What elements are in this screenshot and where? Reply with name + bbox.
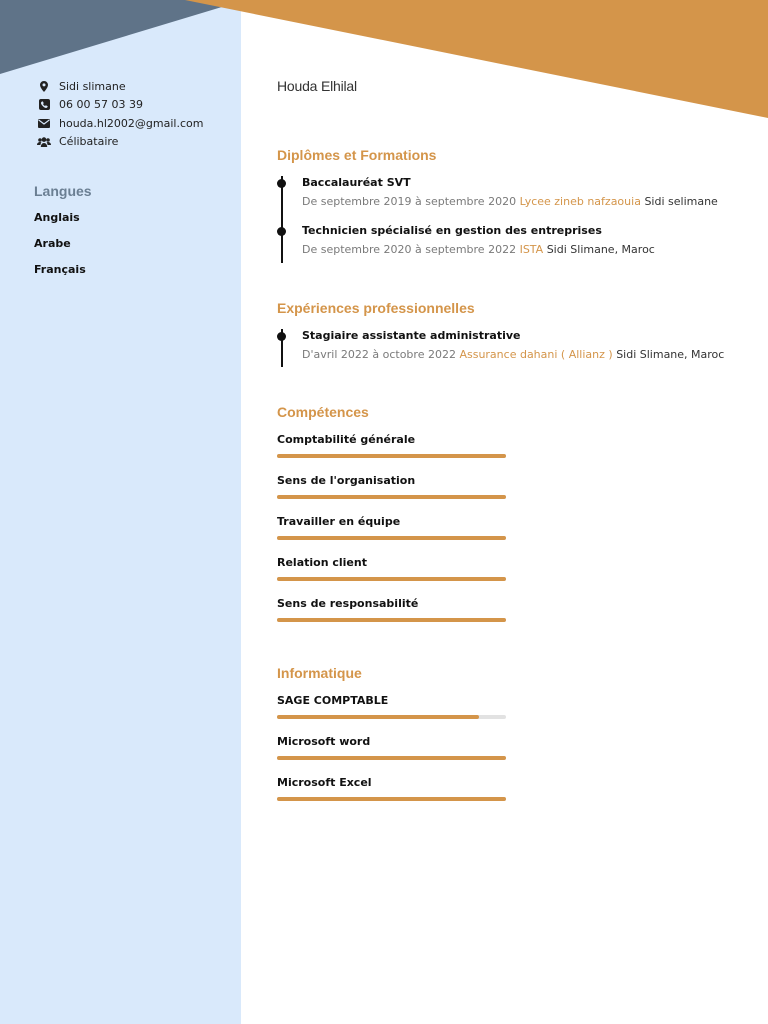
- computing-bar: [277, 756, 506, 760]
- phone-icon: [37, 99, 51, 111]
- education-org: Lycee zineb nafzaouia: [519, 195, 641, 208]
- experience-details: [302, 348, 724, 362]
- experience-item: [277, 329, 724, 377]
- computing-item: [277, 735, 506, 776]
- skill-bar: [277, 536, 506, 540]
- language-item: Anglais: [34, 211, 80, 224]
- language-item: Français: [34, 263, 86, 276]
- experience-title: Stagiaire assistante administrative: [302, 329, 521, 342]
- contact-status-text: Célibataire: [59, 135, 119, 149]
- computing-label: SAGE COMPTABLE: [277, 694, 389, 707]
- contact-email: [37, 114, 203, 133]
- education-title: Technicien spécialisé en gestion des entreprises: [302, 224, 602, 237]
- skill-item: [277, 556, 506, 597]
- skill-bar: [277, 577, 506, 581]
- language-item: Arabe: [34, 237, 71, 250]
- contact-location-text: Sidi slimane: [59, 79, 126, 93]
- computing-item: [277, 776, 506, 817]
- education-title: Baccalauréat SVT: [302, 176, 411, 189]
- education-item: [277, 224, 718, 272]
- envelope-icon: [37, 117, 51, 129]
- skill-bar-fill: [277, 454, 506, 458]
- slate-triangle: [0, 0, 245, 74]
- computing-bar: [277, 715, 506, 719]
- skill-label: Sens de l'organisation: [277, 474, 416, 487]
- contact-location: [37, 77, 203, 96]
- skill-label: Travailler en équipe: [277, 515, 401, 528]
- education-org: ISTA: [519, 243, 544, 256]
- users-icon: [37, 136, 51, 148]
- experience-location: Sidi Slimane, Maroc: [616, 348, 725, 361]
- contact-phone: [37, 96, 203, 115]
- languages-list: [34, 211, 86, 289]
- computing-label: Microsoft word: [277, 735, 371, 748]
- skills-heading: Compétences: [277, 404, 369, 420]
- education-location: Sidi Slimane, Maroc: [546, 243, 655, 256]
- skill-label: Relation client: [277, 556, 367, 569]
- education-heading: Diplômes et Formations: [277, 147, 437, 163]
- education-timeline: [277, 176, 718, 272]
- experience-date: D'avril 2022 à octobre 2022: [302, 348, 456, 361]
- experience-timeline: [277, 329, 724, 377]
- contact-status: [37, 133, 203, 152]
- timeline-dot: [277, 179, 286, 188]
- skill-item: [277, 433, 506, 474]
- sidebar: [0, 0, 241, 1024]
- computing-bar-fill: [277, 797, 506, 801]
- computing-bar-fill: [277, 715, 479, 719]
- skill-item: [277, 597, 506, 638]
- education-item: [277, 176, 718, 224]
- skill-bar-fill: [277, 618, 506, 622]
- map-pin-icon: [37, 80, 51, 92]
- timeline-dot: [277, 227, 286, 236]
- education-date: De septembre 2019 à septembre 2020: [302, 195, 517, 208]
- skill-bar: [277, 495, 506, 499]
- computing-bar: [277, 797, 506, 801]
- computing-bar-fill: [277, 756, 506, 760]
- education-details: [302, 243, 718, 257]
- candidate-name: Houda Elhilal: [277, 78, 357, 94]
- skill-bar-fill: [277, 536, 506, 540]
- skill-item: [277, 515, 506, 556]
- skill-bar: [277, 454, 506, 458]
- computing-label: Microsoft Excel: [277, 776, 372, 789]
- education-details: [302, 195, 718, 209]
- skill-bar: [277, 618, 506, 622]
- experience-heading: Expériences professionnelles: [277, 300, 475, 316]
- skill-label: Sens de responsabilité: [277, 597, 419, 610]
- contact-phone-text: 06 00 57 03 39: [59, 98, 143, 112]
- contact-email-text: houda.hl2002@gmail.com: [59, 116, 204, 130]
- skill-item: [277, 474, 506, 515]
- languages-heading: Langues: [34, 183, 92, 199]
- education-date: De septembre 2020 à septembre 2022: [302, 243, 517, 256]
- skill-label: Comptabilité générale: [277, 433, 416, 446]
- computing-heading: Informatique: [277, 665, 362, 681]
- contact-list: [37, 77, 203, 151]
- timeline-dot: [277, 332, 286, 341]
- orange-triangle: [185, 0, 768, 118]
- computing-item: [277, 694, 506, 735]
- skill-bar-fill: [277, 495, 506, 499]
- education-location: Sidi selimane: [644, 195, 718, 208]
- computing-list: [277, 694, 506, 817]
- experience-org: Assurance dahani ( Allianz ): [459, 348, 613, 361]
- skills-list: [277, 433, 506, 638]
- skill-bar-fill: [277, 577, 506, 581]
